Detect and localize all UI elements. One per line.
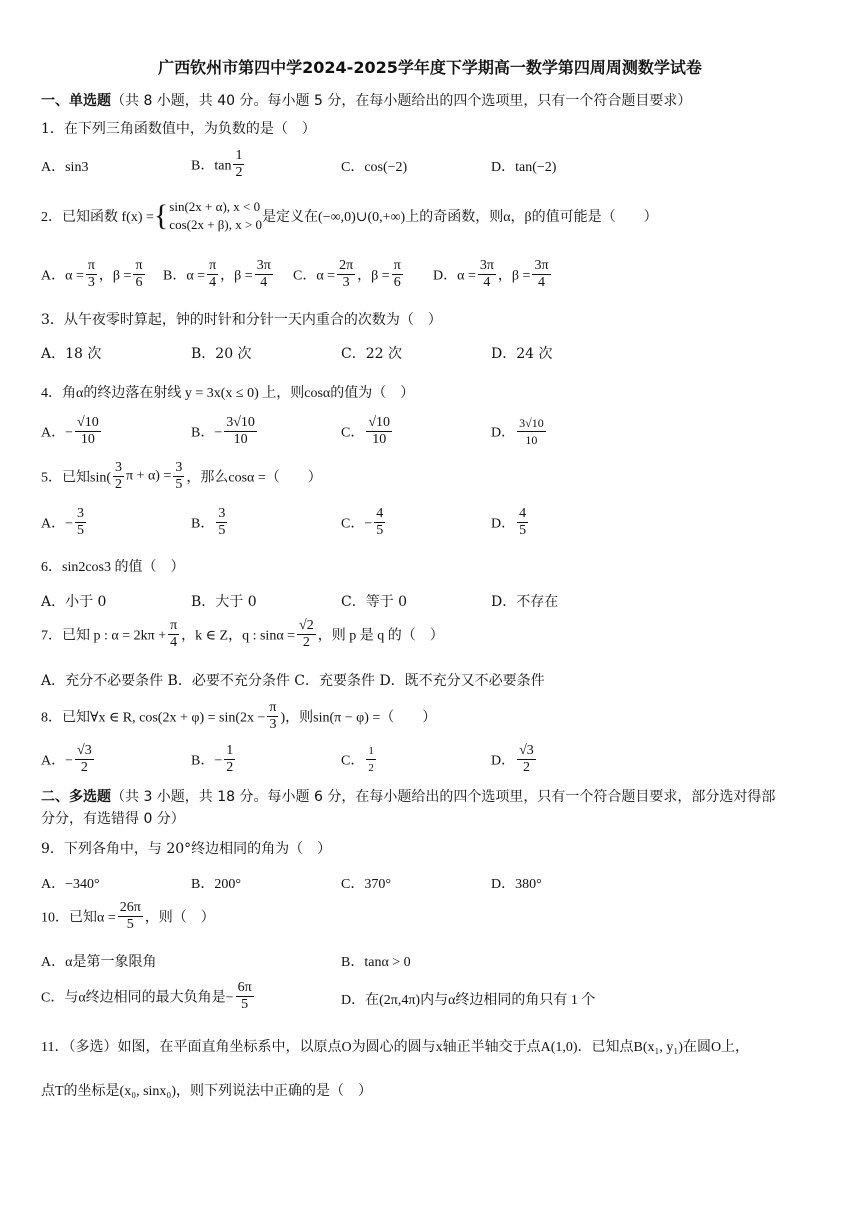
text: )，则sin(π − φ) =（ ） — [280, 710, 437, 726]
numerator: 1 — [235, 148, 243, 163]
text: C．与α终边相同的最大负角是− — [41, 990, 234, 1006]
option-a — [41, 743, 96, 776]
question-11-stem-line1: 11．（多选）如图，在平面直角坐标系中，以原点O为圆心的圆与x轴正半轴交于点A(1,0)．已知点B(x₁, y₁)在圆O上， — [41, 1040, 750, 1055]
piecewise-brace: { — [153, 199, 169, 232]
denominator: 4 — [483, 275, 491, 290]
option-a: A．−340° — [41, 877, 100, 892]
option-d: D．在(2π,4π)内与α终边相同的角只有 1 个 — [341, 993, 596, 1008]
denominator: 5 — [519, 523, 527, 538]
section-description: （共 3 小题，共 18 分。每小题 6 分，在每小题给出的四个选项里，只有一个符合题目要求，部分选对得部 — [111, 789, 776, 805]
numerator: 3 — [77, 506, 85, 521]
denominator: 2 — [235, 165, 243, 180]
section-description-continued: 分分，有选错得 0 分） — [41, 811, 185, 827]
option-a: A．18 次 — [41, 346, 102, 362]
question-4-stem: 4．角α的终边落在射线 y = 3x(x ≤ 0) 上，则cosα的值为（ ） — [41, 386, 415, 401]
option-c — [341, 506, 387, 539]
text: B．− — [191, 425, 223, 441]
text: ，则 p 是 q 的（ ） — [317, 628, 444, 644]
stem-suffix: 是定义在(−∞,0)∪(0,+∞)上的奇函数，则α，β的值可能是（ ） — [262, 210, 658, 225]
denominator: 10 — [80, 432, 95, 447]
numerator: π — [393, 258, 401, 273]
question-7-stem — [41, 618, 444, 651]
numerator: 2π — [339, 258, 354, 273]
text: D． — [491, 425, 516, 441]
option-c: C．cos(−2) — [341, 160, 408, 175]
fraction — [173, 460, 184, 493]
section-description: （共 8 小题，共 40 分。每小题 5 分，在每小题给出的四个选项里，只有一个符合题目要求） — [111, 93, 692, 109]
option-d: D．380° — [491, 877, 542, 892]
denominator: 4 — [537, 275, 545, 290]
page-title: 广西钦州市第四中学2024-2025学年度下学期高一数学第四周周测数学试卷 — [158, 58, 702, 77]
question-1-stem: 1．在下列三角函数值中，为负数的是（ ） — [41, 121, 316, 137]
denominator: 3 — [87, 275, 95, 290]
denominator: 5 — [175, 477, 183, 492]
fraction — [86, 258, 97, 291]
fraction — [216, 506, 227, 539]
fraction — [366, 743, 376, 776]
text: C．− — [341, 516, 373, 532]
numerator: 1 — [226, 743, 234, 758]
denominator: 2 — [302, 635, 310, 650]
denominator: 2 — [522, 760, 530, 775]
question-4-options — [41, 415, 821, 459]
numerator: π — [87, 258, 95, 273]
question-5-options — [41, 506, 821, 546]
case-1: sin(2x + α), x < 0 — [169, 199, 261, 214]
denominator: 2 — [226, 760, 234, 775]
option-a — [41, 415, 103, 448]
text: 8．已知∀x ∈ R, cos(2x + φ) = sin(2x − — [41, 710, 266, 726]
numerator: 6π — [237, 980, 252, 995]
option-c — [293, 258, 405, 291]
question-6-stem: 6．sin2cos3 的值（ ） — [41, 560, 185, 575]
numerator: 3 — [115, 460, 122, 475]
text: C． — [341, 425, 365, 441]
fraction — [517, 506, 528, 539]
text: A．− — [41, 425, 74, 441]
option-d: D．不存在 — [491, 594, 559, 610]
denominator: 4 — [209, 275, 217, 290]
question-2-options — [41, 258, 821, 298]
text: 10．已知α = — [41, 910, 116, 926]
fraction — [113, 460, 124, 493]
option-b: B．20 次 — [191, 346, 252, 362]
question-8-options — [41, 743, 821, 783]
option-d — [491, 743, 538, 776]
numerator: √3 — [519, 743, 534, 758]
question-2-stem — [41, 198, 658, 234]
question-10-options-row1 — [41, 951, 821, 971]
denominator: 6 — [135, 275, 143, 290]
option-b-text: B．tan — [191, 158, 232, 174]
denominator: 2 — [368, 762, 374, 774]
question-5-stem — [41, 460, 322, 493]
case-2: cos(2x + β), x > 0 — [169, 217, 263, 232]
question-9-stem: 9．下列各角中，与 20°终边相同的角为（ ） — [41, 841, 332, 857]
option-a: A．小于 0 — [41, 594, 107, 610]
option-d — [491, 506, 530, 539]
text: D．α = — [433, 268, 476, 284]
fraction — [392, 258, 403, 291]
denominator: 5 — [376, 523, 384, 538]
text: 5．已知sin( — [41, 470, 111, 486]
numerator: √10 — [77, 415, 99, 430]
option-c: C．22 次 — [341, 346, 402, 362]
section-heading-single-choice — [41, 90, 691, 110]
section-label: 二、多选题 — [41, 789, 111, 805]
stem-prefix: 2．已知函数 f(x) = — [41, 210, 154, 225]
fraction — [233, 148, 244, 181]
question-3-stem: 3．从午夜零时算起，钟的时针和分针一天内重合的次数为（ ） — [41, 312, 442, 328]
fraction — [224, 415, 257, 448]
numerator: 4 — [519, 506, 527, 521]
fraction — [337, 258, 355, 291]
denominator: 2 — [80, 760, 88, 775]
fraction — [75, 415, 101, 448]
numerator: 3√10 — [519, 416, 544, 430]
fraction — [75, 743, 94, 776]
option-b — [191, 148, 246, 181]
text: D． — [491, 516, 516, 532]
denominator: 5 — [241, 997, 249, 1012]
numerator: π — [209, 258, 217, 273]
denominator: 4 — [260, 275, 268, 290]
piecewise-cases — [169, 198, 262, 234]
fraction — [224, 743, 235, 776]
question-11-stem-line2: 点T的坐标是(x₀, sinx₀)，则下列说法中正确的是（ ） — [41, 1084, 372, 1099]
option-a: A．α是第一象限角 — [41, 955, 157, 970]
denominator: 10 — [525, 433, 538, 447]
numerator: 3√10 — [226, 415, 255, 430]
fraction — [168, 618, 179, 651]
section-label: 一、单选题 — [41, 93, 111, 109]
denominator: 5 — [126, 917, 134, 932]
fraction — [374, 506, 385, 539]
fraction — [366, 415, 392, 448]
denominator: 4 — [170, 635, 178, 650]
option-d — [491, 415, 548, 448]
text: ，β = — [497, 268, 531, 284]
fraction — [478, 258, 496, 291]
denominator: 10 — [233, 432, 248, 447]
fraction — [255, 258, 273, 291]
denominator: 5 — [77, 523, 85, 538]
option-b — [191, 506, 229, 539]
fraction — [236, 980, 254, 1013]
numerator: π — [135, 258, 143, 273]
text: A．− — [41, 516, 74, 532]
text: ，β = — [357, 268, 390, 284]
question-9-options — [41, 873, 821, 893]
option-a: A．sin3 — [41, 160, 89, 175]
option-b — [191, 743, 237, 776]
text: C．α = — [293, 268, 336, 284]
fraction — [517, 415, 546, 448]
text: D． — [491, 753, 516, 769]
denominator: 10 — [372, 432, 387, 447]
text: B．α = — [163, 268, 206, 284]
numerator: 3π — [256, 258, 271, 273]
option-c: C．等于 0 — [341, 594, 408, 610]
numerator: 3π — [479, 258, 494, 273]
denominator: 2 — [115, 477, 122, 492]
text: ，则（ ） — [144, 910, 215, 926]
question-7-options: A．充分不必要条件 B．必要不充分条件 C．充要条件 D．既不充分又不必要条件 — [41, 673, 545, 689]
option-b: B．tanα > 0 — [341, 955, 411, 970]
fraction — [267, 700, 278, 733]
numerator: √2 — [299, 618, 314, 633]
text: ，β = — [220, 268, 253, 284]
numerator: √10 — [368, 415, 391, 430]
numerator: 3 — [175, 460, 183, 475]
question-8-stem — [41, 700, 436, 733]
fraction — [207, 258, 218, 291]
text: A．α = — [41, 268, 84, 284]
text: π + α) = — [126, 468, 172, 484]
numerator: 26π — [119, 900, 141, 915]
numerator: π — [269, 700, 277, 715]
text: B． — [191, 516, 215, 532]
option-b: B．大于 0 — [191, 594, 257, 610]
option-c — [41, 980, 256, 1013]
option-b: B．200° — [191, 877, 241, 892]
question-6-options — [41, 591, 821, 611]
section-heading-multi-choice — [41, 786, 821, 830]
denominator: 3 — [342, 275, 350, 290]
option-a — [41, 258, 147, 291]
option-c: C．370° — [341, 877, 391, 892]
numerator: 3π — [534, 258, 549, 273]
fraction — [517, 743, 536, 776]
text: ，β = — [98, 268, 132, 284]
text: A．− — [41, 753, 74, 769]
text: ，k ∈ Z，q : sinα = — [181, 628, 296, 644]
option-d: D．24 次 — [491, 346, 553, 362]
denominator: 3 — [269, 717, 277, 732]
fraction — [297, 618, 316, 651]
fraction — [532, 258, 550, 291]
fraction — [118, 900, 143, 933]
option-b — [163, 258, 275, 291]
option-d — [433, 258, 553, 291]
numerator: 4 — [376, 506, 384, 521]
option-c — [341, 743, 378, 776]
question-1-options — [41, 148, 821, 188]
option-c — [341, 415, 394, 448]
question-10-stem — [41, 900, 215, 933]
numerator: 1 — [366, 743, 376, 760]
question-10-options-row2 — [41, 980, 821, 1020]
denominator: 6 — [393, 275, 401, 290]
text: ，那么cosα =（ ） — [186, 470, 322, 486]
question-3-options — [41, 343, 821, 363]
text: C． — [341, 753, 365, 769]
option-b — [191, 415, 259, 448]
text: B．− — [191, 753, 223, 769]
fraction — [133, 258, 144, 291]
denominator: 5 — [218, 523, 226, 538]
numerator: 3 — [218, 506, 226, 521]
text: 7．已知 p : α = 2kπ + — [41, 628, 167, 644]
option-a — [41, 506, 88, 539]
fraction — [75, 506, 86, 539]
option-d: D．tan(−2) — [491, 160, 557, 175]
numerator: π — [170, 618, 178, 633]
numerator: √3 — [77, 743, 92, 758]
